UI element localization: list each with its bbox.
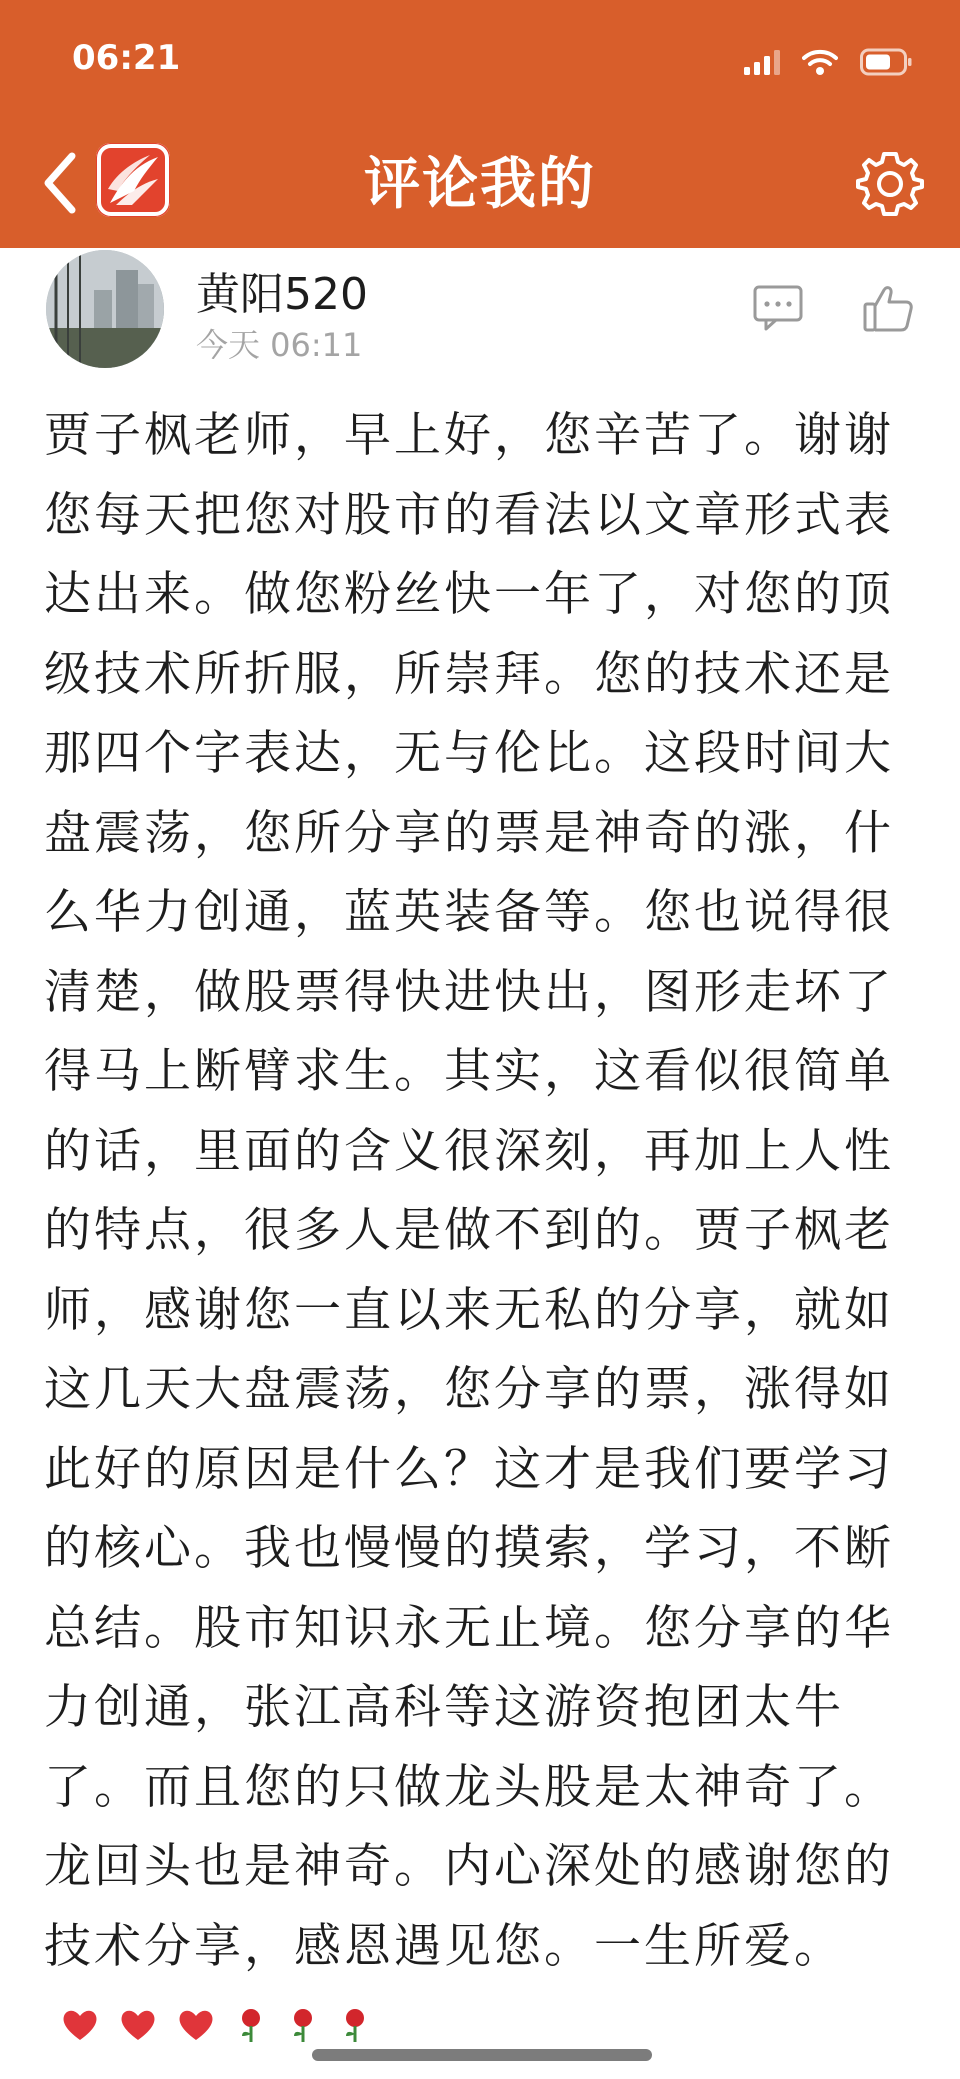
heart-emoji-icon	[118, 2006, 158, 2044]
battery-icon	[860, 48, 912, 76]
status-icons	[744, 44, 912, 80]
wifi-icon	[802, 48, 838, 76]
rose-emoji-icon	[338, 2006, 372, 2044]
heart-emoji-icon	[176, 2006, 216, 2044]
home-indicator[interactable]	[312, 2049, 652, 2061]
status-time: 06:21	[72, 38, 181, 78]
avatar[interactable]	[46, 250, 164, 368]
signal-icon	[744, 49, 780, 75]
comment-time: 今天 06:11	[196, 326, 363, 364]
comment-text-content: 贾子枫老师，早上好，您辛苦了。谢谢您每天把您对股市的看法以文章形式表达出来。做您粉丝快一年了，对您的顶级技术所折服，所崇拜。您的技术还是那四个字表达，无与伦比。这段时间大盘震荡，您所分享的票是神奇的涨，什么华力创通，蓝英装备等。您也说得很清楚，做股票得快进快出，图形走坏了得马上断臂求生。其实，这看似很简单的话，里面的含义很深刻，再加上人性的特点，很多人是做不到的。贾子枫老师，感谢您一直以来无私的分享，就如这几天大盘震荡，您分享的票，涨得如此好的原因是什么？这才是我们要学习的核心。我也慢慢的摸索，学习，不断总结。股市知识永无止境。您分享的华力创通，张江高科等这游资抱团太牛了。而且您的只做龙头股是太神奇了。龙回头也是神奇。内心深处的感谢您的技术分享，感恩遇见您。一生所爱。	[44, 408, 894, 1974]
comment-text	[44, 396, 916, 2068]
rose-emoji-icon	[286, 2006, 320, 2044]
app-header	[0, 0, 960, 248]
rose-emoji-icon	[234, 2006, 268, 2044]
reply-comment-icon[interactable]	[752, 284, 804, 332]
heart-emoji-icon	[60, 2006, 100, 2044]
settings-gear-icon[interactable]	[854, 148, 926, 220]
thumbs-up-icon[interactable]	[862, 282, 914, 334]
page-title: 评论我的	[364, 152, 596, 217]
comment-username[interactable]: 黄阳520	[196, 269, 368, 320]
